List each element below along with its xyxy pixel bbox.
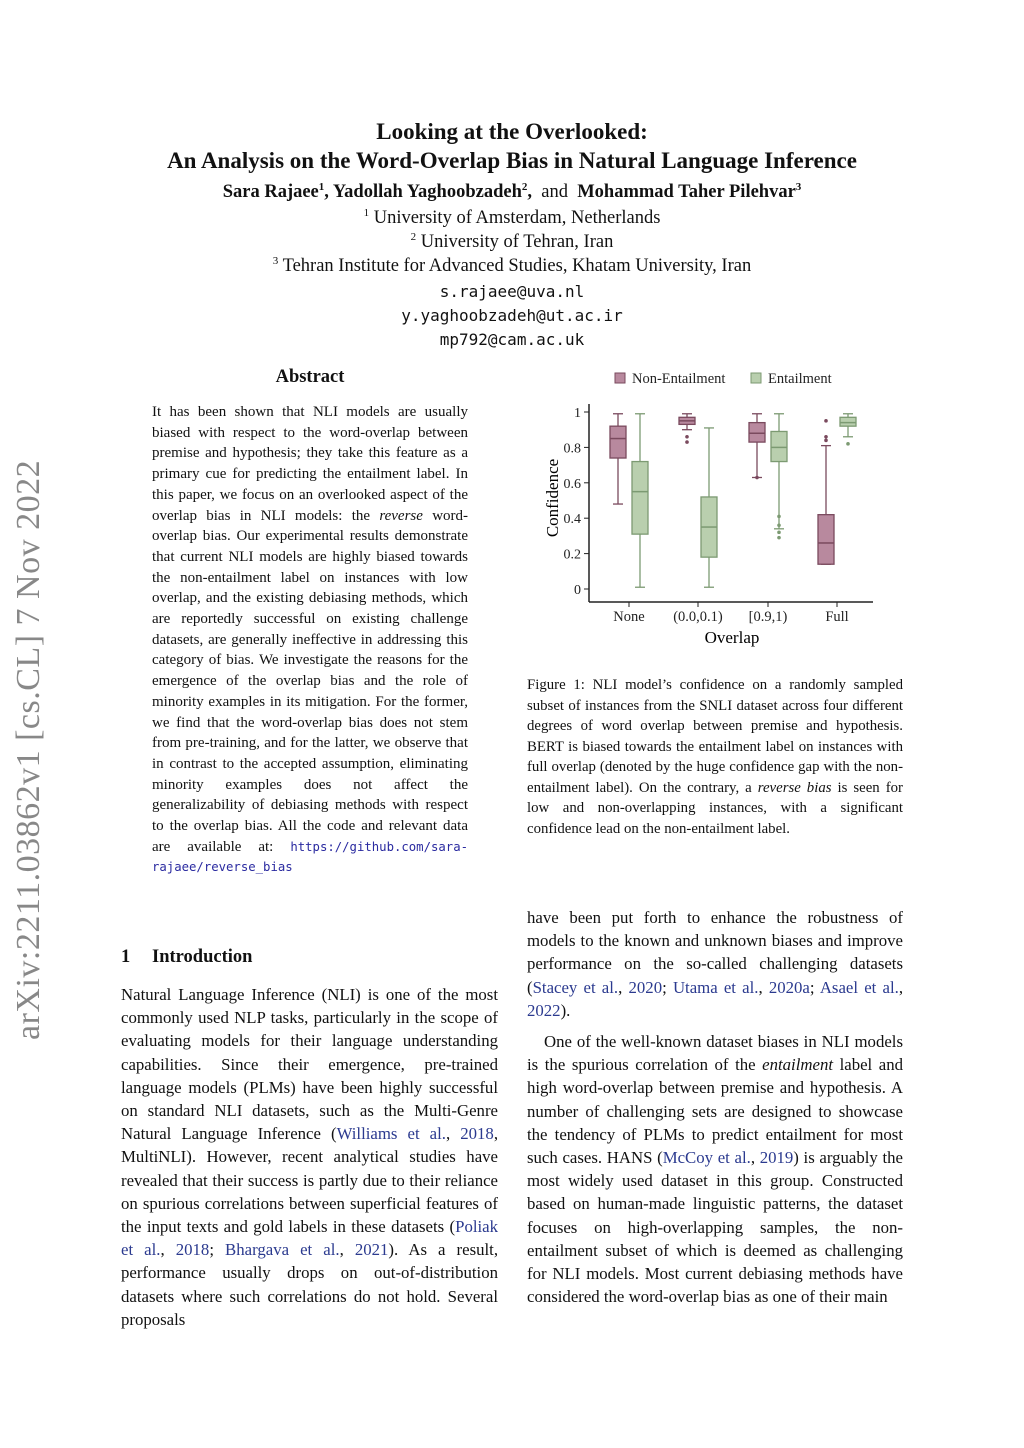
citation-sep: ; [809, 977, 820, 997]
y-axis [564, 404, 590, 602]
intro-text: One of the well-known dataset biases in NLI models is the spurious correlation of the [527, 1032, 903, 1075]
intro-right-column [527, 906, 903, 1308]
box-non-entailment [610, 414, 626, 504]
citation-year-link[interactable]: 2018 [460, 1124, 494, 1144]
box-entailment [632, 414, 648, 587]
intro-text: , MultiNLI). However, recent analytical studies have revealed that their success is partly due to their reliance on spurious correlations between superficial features of the input texts and gold labels in these datasets ( [121, 1124, 499, 1237]
citation-year-link[interactable]: 2019 [759, 1148, 794, 1168]
citation-link[interactable]: Stacey et al. [532, 977, 619, 997]
citation-sep: , [339, 1240, 355, 1260]
affiliation-2-text: University of Tehran, Iran [420, 232, 614, 252]
citation-year-link[interactable]: 2018 [175, 1240, 210, 1260]
x-tick-label: Full [825, 609, 849, 625]
y-tick-label: 0.6 [563, 476, 581, 492]
author-2: Yadollah Yaghoobzadeh [332, 182, 522, 202]
citation-link[interactable]: Williams et al. [336, 1124, 446, 1144]
y-axis-label: Confidence [543, 458, 562, 538]
caption-text-2: is seen for low and non-overlapping instances, with a significant confidence lead on the non-entailment label. [527, 779, 903, 837]
box-non-entailment [818, 419, 834, 564]
citation-year-link[interactable]: 2022 [527, 1000, 561, 1020]
citation-sep: ; [209, 1240, 226, 1260]
y-tick-label: 0.4 [563, 512, 581, 528]
citation-year-link[interactable]: 2020 [628, 977, 663, 997]
email-2[interactable]: y.yaghoobzadeh@ut.ac.ir [401, 306, 623, 325]
arxiv-sidebar [10, 459, 70, 1100]
y-tick-label: 0.8 [563, 441, 581, 457]
legend-label: Entailment [768, 371, 832, 387]
box-plots [610, 414, 856, 587]
arxiv-identifier: arXiv:2211.03862v1 [cs.CL] 7 Nov 2022 [10, 459, 47, 1040]
outlier-point [777, 523, 781, 527]
email-1[interactable]: s.rajaee@uva.nl [439, 282, 585, 301]
intro-text: ). [560, 1000, 571, 1020]
caption-italic: reverse bias [757, 779, 832, 796]
email-3[interactable]: mp792@cam.ac.uk [439, 330, 585, 349]
section-title: Introduction [152, 947, 253, 967]
section-number: 1 [121, 947, 131, 967]
legend-swatch [751, 373, 761, 383]
box-iqr [818, 515, 834, 565]
citation-sep: , [898, 977, 904, 997]
abstract-text-1: It has been shown that NLI models are usually biased with respect to the word-overlap between premise and hypothesis; they take this feature as a primary cue for predicting the entailment label. In this paper, we focus on an overlooked aspect of the overlap bias in NLI models: the [152, 404, 468, 524]
intro-italic: entailment [762, 1055, 833, 1075]
box-iqr [840, 417, 856, 426]
x-axis [589, 602, 873, 625]
box-non-entailment [749, 414, 765, 480]
box-entailment [701, 428, 717, 587]
author-2-sup: 2 [521, 180, 528, 193]
paper-title-line1: Looking at the Overlooked: [376, 119, 648, 144]
affiliation-2-sup: 2 [410, 230, 417, 243]
outlier-point [824, 435, 828, 439]
paper-title-line2: An Analysis on the Word-Overlap Bias in Natural Language Inference [167, 148, 857, 173]
citation-link[interactable]: Asael et al. [819, 977, 899, 997]
outlier-point [824, 439, 828, 443]
chart-legend [615, 371, 832, 387]
citation-link[interactable]: McCoy et al. [662, 1148, 751, 1168]
outlier-point [777, 536, 781, 540]
citation-sep: , [750, 1148, 760, 1168]
citation-sep: , [618, 977, 629, 997]
author-sep-1: , [324, 182, 333, 202]
box-entailment [840, 414, 856, 446]
intro-text: ). As a result, performance usually drops on out-of-distribution datasets where such correlations do not hold. Several proposals [121, 1240, 499, 1329]
abstract-italic: reverse [379, 507, 423, 524]
box-iqr [610, 426, 626, 458]
box-non-entailment [679, 414, 695, 444]
intro-paragraph-2 [527, 906, 903, 1022]
intro-text: have been put forth to enhance the robustness of models to the known and unknown biases and improve performance on the so-called challenging datasets ( [527, 908, 903, 997]
author-3: Mohammad Taher Pilehvar [577, 182, 796, 202]
author-1-sup: 1 [318, 180, 325, 193]
affiliation-3-text: Tehran Institute for Advanced Studies, Khatam University, Iran [282, 256, 752, 276]
citation-link[interactable]: Bhargava et al. [225, 1240, 340, 1260]
outlier-point [846, 442, 850, 446]
citation-sep: , [160, 1240, 176, 1260]
y-tick-label: 1 [574, 406, 581, 421]
abstract-body [152, 402, 468, 878]
outlier-point [777, 531, 781, 535]
outlier-point [824, 419, 828, 423]
abstract-heading: Abstract [275, 367, 345, 387]
affiliation-1 [0, 208, 1024, 229]
x-axis-label: Overlap [704, 628, 760, 647]
citation-year-link[interactable]: 2020a [768, 977, 810, 997]
citation-sep: , [758, 977, 769, 997]
box-entailment [771, 414, 787, 540]
outlier-point [685, 440, 689, 444]
affiliation-2 [0, 232, 1024, 253]
legend-label: Non-Entailment [632, 371, 726, 387]
citation-link[interactable]: Utama et al. [672, 977, 759, 997]
x-tick-label: None [613, 609, 645, 625]
box-iqr [771, 431, 787, 461]
repo-link[interactable]: https://github.com/sara-rajaee/reverse_bias [152, 839, 469, 875]
author-and: and [541, 182, 568, 202]
author-3-sup: 3 [795, 180, 802, 193]
x-tick-label: (0.0,0.1) [673, 609, 723, 625]
intro-paragraph-3 [527, 1030, 903, 1308]
caption-text-1: Figure 1: NLI model’s confidence on a randomly sampled subset of instances from the SNLI dataset across four different degrees of word overlap between premise and hypothesis. BERT is biased towards the entailment label on instances with full overlap (denoted by the huge confidence gap with the non-entailment label). On the contrary, a [527, 677, 903, 796]
citation-year-link[interactable]: 2021 [354, 1240, 389, 1260]
abstract-text-2: word-overlap bias. Our experimental results demonstrate that current NLI models are highly biased towards the non-entailment label on instances with low overlap, and the existing debiasing methods, which are reportedly successful on existing challenge datasets, are generally ineffective in addressing this category of bias. We investigate the reasons for the emergence of the overlap bias and the role of minority examples in its mitigation. For the former, we find that the word-overlap bias does not stem from pre-training, and for the latter, we observe that in contrast to the accepted assumption, eliminating minority examples does not affect the generalizability of debiasing methods with respect to the overlap bias. All the code and relevant data are available at: [152, 507, 469, 855]
figure-1-chart [527, 362, 903, 662]
author-line [0, 182, 1024, 203]
intro-text: label and high word-overlap between premise and hypothesis. A number of challenging sets are designed to showcase the tendency of PLMs to predict entailment for most such cases. HANS ( [527, 1055, 903, 1168]
affiliation-1-text: University of Amsterdam, Netherlands [373, 208, 661, 228]
outlier-point [777, 515, 781, 519]
author-sep-2: , [527, 182, 532, 202]
affiliation-3 [0, 256, 1024, 277]
outlier-point [755, 476, 759, 480]
affiliation-3-sup: 3 [272, 254, 279, 267]
y-tick-label: 0.2 [563, 547, 581, 563]
figure-1-caption [527, 675, 903, 839]
y-tick-label: 0 [574, 583, 581, 598]
outlier-point [685, 435, 689, 439]
legend-swatch [615, 373, 625, 383]
intro-left-column [121, 983, 498, 1331]
intro-text: Natural Language Inference (NLI) is one of the most commonly used NLP tasks, particularly in the scope of evaluating models for their language understanding capabilities. Since their emergence, pre-trained language models (PLMs) have been highly successful on standard NLI datasets, such as the Multi-Genre Natural Language Inference ( [121, 985, 498, 1144]
x-tick-label: [0.9,1) [748, 609, 788, 625]
citation-sep: ; [662, 977, 673, 997]
affiliation-1-sup: 1 [363, 206, 370, 219]
box-iqr [632, 462, 648, 535]
author-1: Sara Rajaee [222, 182, 319, 202]
citation-link[interactable]: Poliak et al. [121, 1217, 498, 1260]
intro-text: ) is arguably the most widely used dataset in this group. Constructed based on human-made linguistic patterns, the dataset focuses on high-overlapping samples, the non-entailment subset of which is deemed as challenging for NLI models. Most current debiasing methods have considered the word-overlap bias as one of their main [527, 1148, 903, 1307]
section-heading [121, 947, 252, 968]
citation-sep: , [445, 1124, 461, 1144]
box-iqr [749, 423, 765, 442]
intro-paragraph-1 [121, 983, 498, 1331]
